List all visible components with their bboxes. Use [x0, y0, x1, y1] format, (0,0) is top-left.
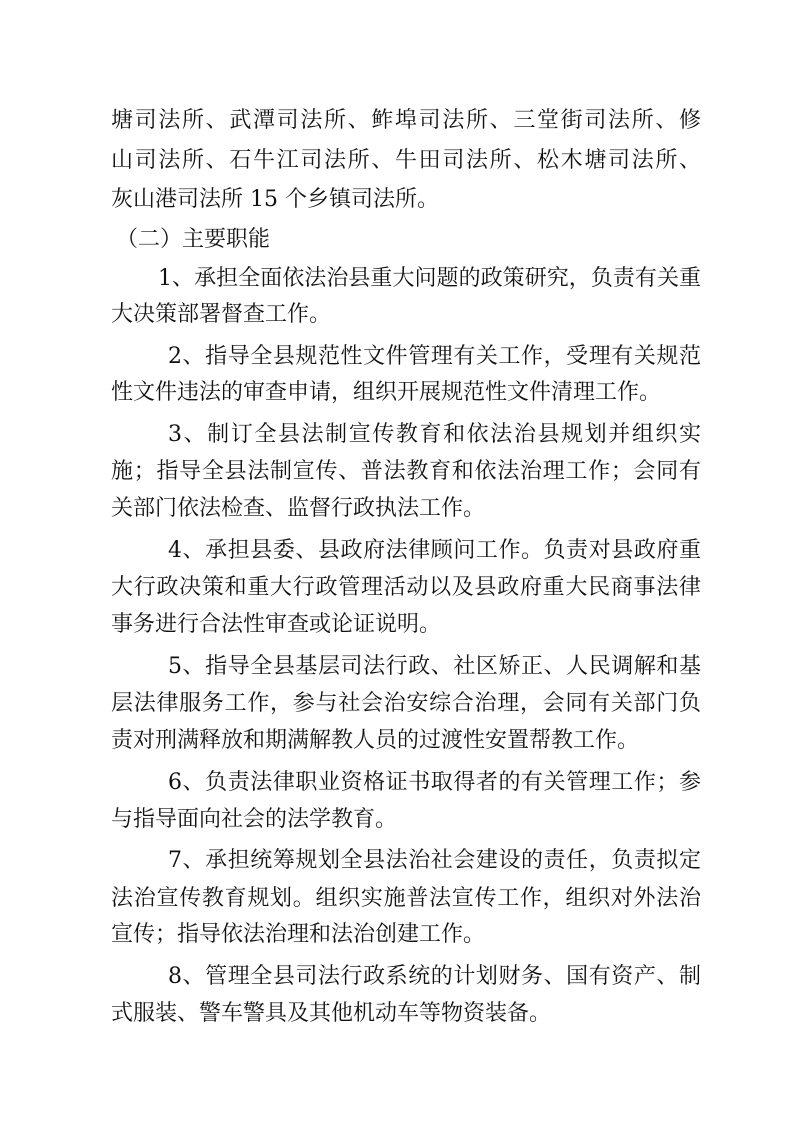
item-2-line-2: 性文件违法的审查申请，组织开展规范性文件清理工作。	[111, 380, 662, 405]
item-2-line-1: 2、指导全县规范性文件管理有关工作，受理有关规范	[168, 344, 701, 369]
item-5-line-2: 层法律服务工作，参与社会治安综合治理，会同有关部门负	[111, 691, 701, 716]
item-4-line-2: 大行政决策和重大行政管理活动以及县政府重大民商事法律	[111, 575, 701, 600]
intro-line-3: 灰山港司法所 15 个乡镇司法所。	[111, 187, 439, 212]
section-heading: （二）主要职能	[116, 227, 271, 252]
item-5-line-1: 5、指导全县基层司法行政、社区矫正、人民调解和基	[168, 654, 701, 679]
item-3-line-1: 3、制订全县法制宣传教育和依法治县规划并组织实	[168, 422, 701, 447]
item-4-line-1: 4、承担县委、县政府法律顾问工作。负责对县政府重	[168, 538, 701, 563]
item-8-line-1: 8、管理全县司法行政系统的计划财务、国有资产、制	[168, 964, 701, 989]
item-7-line-3: 宣传；指导依法治理和法治创建工作。	[111, 922, 486, 947]
item-7-line-1: 7、承担统筹规划全县法治社会建设的责任，负责拟定	[168, 848, 701, 873]
item-8-line-2: 式服装、警车警具及其他机动车等物资装备。	[111, 1001, 552, 1026]
item-6-line-1: 6、负责法律职业资格证书取得者的有关管理工作；参	[168, 770, 701, 795]
item-7-line-2: 法治宣传教育规划。组织实施普法宣传工作，组织对外法治	[111, 886, 701, 911]
item-3-line-2: 施；指导全县法制宣传、普法教育和依法治理工作；会同有	[111, 459, 701, 484]
item-6-line-2: 与指导面向社会的法学教育。	[111, 807, 398, 832]
item-3-line-3: 关部门依法检查、监督行政执法工作。	[111, 496, 486, 521]
item-5-line-3: 责对刑满释放和期满解教人员的过渡性安置帮教工作。	[111, 728, 640, 753]
intro-line-1: 塘司法所、武潭司法所、鲊埠司法所、三堂街司法所、修	[111, 108, 701, 133]
item-1-line-2: 大决策部署督查工作。	[111, 302, 332, 327]
item-1-line-1: 1、承担全面依法治县重大问题的政策研究，负责有关重	[158, 266, 701, 291]
item-4-line-3: 事务进行合法性审查或论证说明。	[111, 612, 442, 637]
intro-line-2: 山司法所、石牛江司法所、牛田司法所、松木塘司法所、	[111, 148, 701, 173]
